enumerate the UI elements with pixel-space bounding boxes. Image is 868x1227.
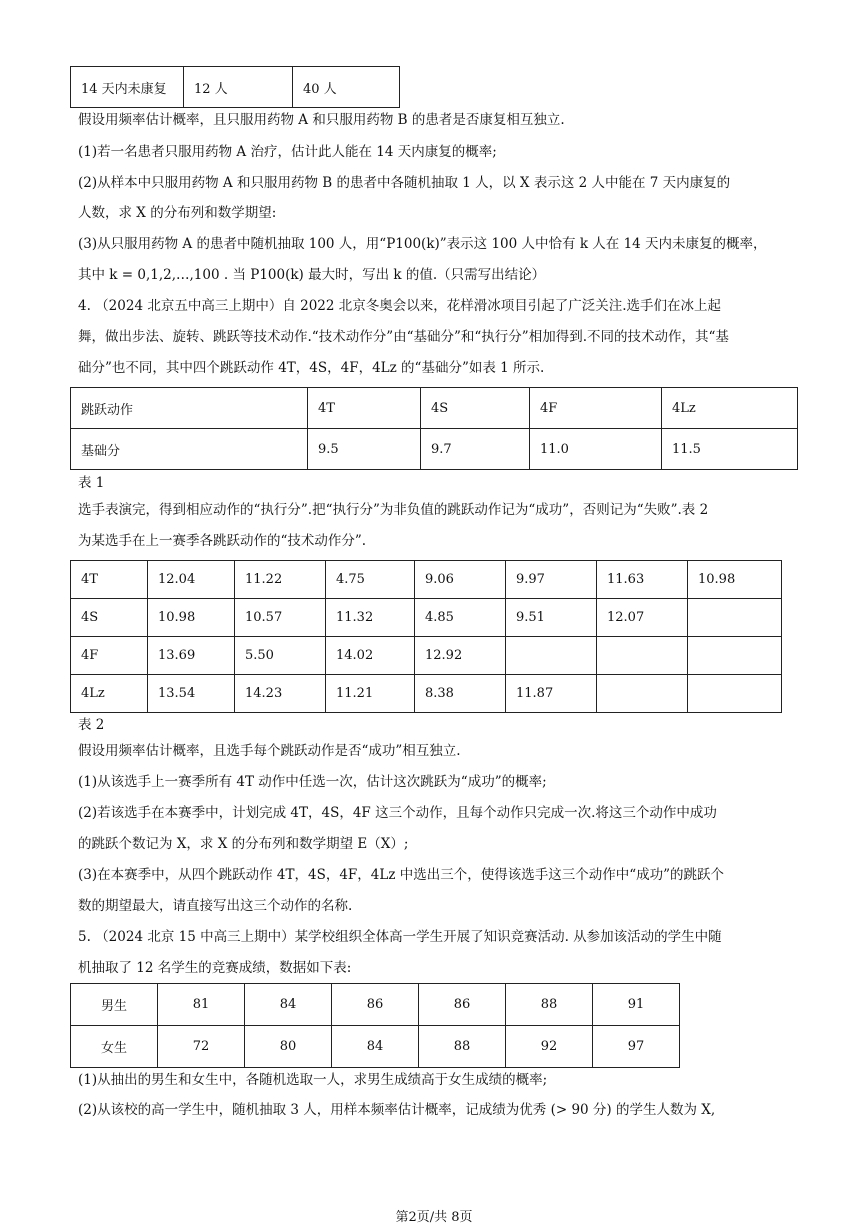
- q4-assumption: 假设用频率估计概率，且选手每个跳跃动作是否“成功”相互独立.: [78, 743, 461, 759]
- scores-table: [70, 983, 680, 1068]
- cell: 10.57: [235, 599, 326, 637]
- cell: 91: [593, 984, 680, 1026]
- cell: 13.54: [148, 675, 235, 713]
- cell: 4S: [71, 599, 148, 637]
- cell: 80: [245, 1026, 332, 1068]
- recovery-table-tail: [70, 66, 400, 108]
- cell: 84: [245, 984, 332, 1026]
- q5-intro-a: 5. （2024 北京 15 中高三上期中）某学校组织全体高一学生开展了知识竞赛活动. 从参加该活动的学生中随: [78, 929, 722, 945]
- cell: 10.98: [148, 599, 235, 637]
- page-number: 第2页/共 8页: [395, 1210, 473, 1225]
- cell: 9.06: [415, 561, 506, 599]
- cell: 9.51: [506, 599, 597, 637]
- cell: 88: [506, 984, 593, 1026]
- cell: 81: [158, 984, 245, 1026]
- q3-part3b: 其中 k = 0,1,2,…,100 . 当 P100(k) 最大时，写出 k 的值.（只需写出结论）: [78, 267, 546, 283]
- cell: 86: [332, 984, 419, 1026]
- cell: 10.98: [688, 561, 782, 599]
- cell: 9.97: [506, 561, 597, 599]
- cell: 14.23: [235, 675, 326, 713]
- cell: 14 天内未康复: [71, 67, 184, 108]
- cell: 4F: [530, 388, 662, 429]
- q5-part2: (2)从该校的高一学生中，随机抽取 3 人，用样本频率估计概率，记成绩为优秀 (> 90 分) 的学生人数为 X,: [78, 1102, 716, 1118]
- cell: 4F: [71, 637, 148, 675]
- cell: 4Lz: [662, 388, 798, 429]
- cell: [597, 675, 688, 713]
- cell: 8.38: [415, 675, 506, 713]
- cell: 11.63: [597, 561, 688, 599]
- cell: 女生: [71, 1026, 158, 1068]
- cell: [688, 599, 782, 637]
- cell: 4Lz: [71, 675, 148, 713]
- q4-intro-b: 舞，做出步法、旋转、跳跃等技术动作.“技术动作分”由“基础分”和“执行分”相加得到.不同的技术动作，其“基: [78, 329, 729, 345]
- cell: 9.7: [421, 429, 530, 470]
- cell: 9.5: [308, 429, 421, 470]
- cell: 88: [419, 1026, 506, 1068]
- q4-intro-a: 4. （2024 北京五中高三上期中）自 2022 北京冬奥会以来，花样滑冰项目引起了广泛关注.选手们在冰上起: [78, 298, 722, 314]
- q3-assumption: 假设用频率估计概率，且只服用药物 A 和只服用药物 B 的患者是否康复相互独立.: [78, 112, 565, 128]
- cell: 4.85: [415, 599, 506, 637]
- cell: 11.87: [506, 675, 597, 713]
- q3-part1: (1)若一名患者只服用药物 A 治疗，估计此人能在 14 天内康复的概率;: [78, 144, 497, 160]
- q4-intro-c: 础分”也不同，其中四个跳跃动作 4T，4S，4F，4Lz 的“基础分”如表 1 所示.: [78, 360, 545, 376]
- table1-caption: 表 1: [78, 475, 105, 491]
- technical-score-table: [70, 560, 782, 713]
- cell: 12.04: [148, 561, 235, 599]
- cell: 11.21: [326, 675, 415, 713]
- cell: 4T: [71, 561, 148, 599]
- q5-part1: (1)从抽出的男生和女生中，各随机选取一人，求男生成绩高于女生成绩的概率;: [78, 1072, 548, 1088]
- q4-part2b: 的跳跃个数记为 X，求 X 的分布列和数学期望 E（X）;: [78, 836, 409, 852]
- cell: 12 人: [184, 67, 293, 108]
- cell: [506, 637, 597, 675]
- cell: 92: [506, 1026, 593, 1068]
- cell: 72: [158, 1026, 245, 1068]
- cell: 84: [332, 1026, 419, 1068]
- cell: 男生: [71, 984, 158, 1026]
- cell: 5.50: [235, 637, 326, 675]
- q4-part3b: 数的期望最大，请直接写出这三个动作的名称.: [78, 898, 353, 914]
- cell: [688, 637, 782, 675]
- q3-part2a: (2)从样本中只服用药物 A 和只服用药物 B 的患者中各随机抽取 1 人，以 X 表示这 2 人中能在 7 天内康复的: [78, 175, 731, 191]
- cell: [597, 637, 688, 675]
- cell: 4.75: [326, 561, 415, 599]
- cell: 40 人: [293, 67, 400, 108]
- cell: 86: [419, 984, 506, 1026]
- cell: 97: [593, 1026, 680, 1068]
- q3-part3a: (3)从只服用药物 A 的患者中随机抽取 100 人，用“P100(k)”表示这 100 人中恰有 k 人在 14 天内未康复的概率，: [78, 236, 767, 252]
- cell: 11.5: [662, 429, 798, 470]
- q4-part3a: (3)在本赛季中，从四个跳跃动作 4T，4S，4F，4Lz 中选出三个，使得该选手这三个动作中“成功”的跳跃个: [78, 867, 725, 883]
- cell: 11.32: [326, 599, 415, 637]
- cell: 13.69: [148, 637, 235, 675]
- cell: 基础分: [71, 429, 308, 470]
- q3-part2b: 人数，求 X 的分布列和数学期望:: [78, 205, 277, 221]
- cell: 11.0: [530, 429, 662, 470]
- cell: 12.92: [415, 637, 506, 675]
- q4-mid-b: 为某选手在上一赛季各跳跃动作的“技术动作分”.: [78, 533, 367, 549]
- cell: 14.02: [326, 637, 415, 675]
- cell: 12.07: [597, 599, 688, 637]
- cell: 11.22: [235, 561, 326, 599]
- q4-part1: (1)从该选手上一赛季所有 4T 动作中任选一次，估计这次跳跃为“成功”的概率;: [78, 774, 547, 790]
- q4-part2a: (2)若该选手在本赛季中，计划完成 4T，4S，4F 这三个动作，且每个动作只完成一次.将这三个动作中成功: [78, 805, 717, 821]
- base-score-table: [70, 387, 798, 470]
- table2-caption: 表 2: [78, 717, 105, 733]
- cell: [688, 675, 782, 713]
- cell: 跳跃动作: [71, 388, 308, 429]
- cell: 4T: [308, 388, 421, 429]
- q4-mid-a: 选手表演完，得到相应动作的“执行分”.把“执行分”为非负值的跳跃动作记为“成功”，否则记为“失败”.表 2: [78, 502, 709, 518]
- cell: 4S: [421, 388, 530, 429]
- q5-intro-b: 机抽取了 12 名学生的竞赛成绩，数据如下表:: [78, 960, 352, 976]
